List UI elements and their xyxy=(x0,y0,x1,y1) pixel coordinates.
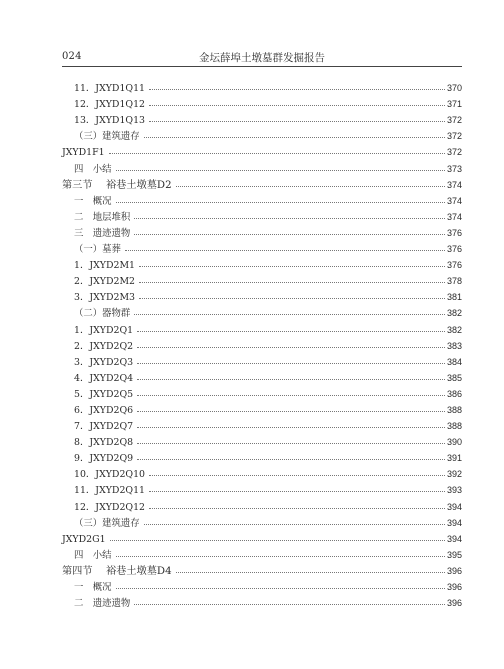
toc-entry-page-number: 396 xyxy=(446,582,462,592)
toc-entry-label: 11．JXYD2Q11 xyxy=(74,485,146,497)
toc-entry xyxy=(62,480,462,496)
dot-leader xyxy=(149,105,445,106)
toc-entry-label: 11．JXYD1Q11 xyxy=(74,83,146,95)
toc-entry xyxy=(62,432,462,448)
dot-leader xyxy=(137,395,445,396)
toc-entry-page-number: 374 xyxy=(446,195,462,206)
toc-entry-label: 2．JXYD2Q2 xyxy=(74,340,134,352)
toc-entry xyxy=(62,271,462,287)
toc-entry-label: （三）建筑遗存 xyxy=(74,131,140,143)
running-title: 金坛薛埠土墩墓群发掘报告 xyxy=(199,52,325,64)
toc-entry-page-number: 376 xyxy=(446,260,462,271)
toc-entry-page-number: 390 xyxy=(446,437,462,448)
dot-leader xyxy=(125,250,445,251)
dot-leader xyxy=(139,266,445,267)
dot-leader xyxy=(134,314,445,315)
dot-leader xyxy=(134,604,445,605)
toc-entry-page-number: 396 xyxy=(446,565,462,576)
toc-entry xyxy=(62,239,462,255)
dot-leader xyxy=(149,475,445,476)
toc-entry xyxy=(62,94,462,110)
toc-entry-page-number: 374 xyxy=(446,179,462,190)
toc-entry-label: （一）墓葬 xyxy=(74,244,121,256)
toc-entry-page-number: 396 xyxy=(446,598,462,609)
toc-entry xyxy=(62,384,462,400)
toc-entry-label: 4．JXYD2Q4 xyxy=(74,372,134,384)
toc-entry-page-number: 393 xyxy=(446,485,462,496)
toc-entry xyxy=(62,368,462,384)
toc-section-heading xyxy=(62,561,462,577)
toc-entry xyxy=(62,142,462,158)
dot-leader xyxy=(116,556,445,557)
toc-entry-page-number: 388 xyxy=(446,404,462,415)
dot-leader xyxy=(137,331,445,332)
dot-leader xyxy=(139,298,445,299)
dot-leader xyxy=(109,153,445,154)
toc-entry-page-number: 386 xyxy=(446,388,462,399)
toc-entry-label: 四 小结 xyxy=(74,163,112,175)
toc-entry-page-number: 371 xyxy=(446,99,462,110)
dot-leader xyxy=(137,427,445,428)
toc-entry xyxy=(62,416,462,432)
toc-entry-label: 8．JXYD2Q8 xyxy=(74,437,134,449)
toc-entry-label: 9．JXYD2Q9 xyxy=(74,453,134,465)
toc-entry-label: 第三节 裕巷土墩墓D2 xyxy=(62,179,172,191)
toc-entry xyxy=(62,303,462,319)
toc-entry xyxy=(62,319,462,335)
toc-entry-label: 10．JXYD2Q10 xyxy=(74,469,146,481)
toc-entry xyxy=(62,158,462,174)
toc-entry-page-number: 395 xyxy=(446,549,462,560)
toc-entry-label: 13．JXYD1Q13 xyxy=(74,115,146,127)
toc-entry xyxy=(62,336,462,352)
toc-entry xyxy=(62,352,462,368)
toc-entry-page-number: 382 xyxy=(446,324,462,335)
dot-leader xyxy=(176,186,445,187)
toc-entry-label: 一 概况 xyxy=(74,195,112,207)
page-header xyxy=(62,48,462,67)
dot-leader xyxy=(134,218,445,219)
toc-entry-page-number: 394 xyxy=(446,533,462,544)
dot-leader xyxy=(149,508,445,509)
page-number: 024 xyxy=(62,51,82,62)
toc-entry-page-number: 372 xyxy=(446,147,462,158)
toc-entry-page-number: 385 xyxy=(446,372,462,383)
toc-entry-page-number: 372 xyxy=(446,131,462,142)
toc-section-heading xyxy=(62,175,462,191)
dot-leader xyxy=(116,588,445,589)
toc-entry-page-number: 372 xyxy=(446,115,462,126)
toc-entry-page-number: 384 xyxy=(446,356,462,367)
dot-leader xyxy=(149,121,445,122)
dot-leader xyxy=(110,540,445,541)
toc-entry-page-number: 382 xyxy=(446,308,462,319)
dot-leader xyxy=(137,443,445,444)
toc-entry xyxy=(62,593,462,609)
toc-entry-page-number: 388 xyxy=(446,421,462,432)
toc-entry-label: JXYD2G1 xyxy=(62,533,106,545)
toc-entry-label: 一 概况 xyxy=(74,582,112,593)
dot-leader xyxy=(134,234,445,235)
toc-entry-page-number: 381 xyxy=(446,292,462,303)
toc-entry xyxy=(62,191,462,207)
toc-entry xyxy=(62,287,462,303)
toc-entry xyxy=(62,464,462,480)
dot-leader xyxy=(144,524,445,525)
toc-entry-label: （三）建筑遗存 xyxy=(74,517,140,529)
toc-entry-label: 1．JXYD2Q1 xyxy=(74,324,134,336)
toc-entry-page-number: 391 xyxy=(446,453,462,464)
toc-entry-label: 3．JXYD2Q3 xyxy=(74,356,134,368)
toc-entry-label: 二 遗迹遗物 xyxy=(74,598,131,610)
toc-entry-label: 3．JXYD2M3 xyxy=(74,292,136,304)
toc-entry-page-number: 394 xyxy=(446,501,462,512)
toc-entry-label: JXYD1F1 xyxy=(62,147,105,159)
toc-entry-label: 二 地层堆积 xyxy=(74,211,131,223)
dot-leader xyxy=(149,89,445,90)
toc-entry-page-number: 376 xyxy=(446,227,462,238)
toc-entry-page-number: 373 xyxy=(446,163,462,174)
toc-entry xyxy=(62,110,462,126)
toc-entry xyxy=(62,223,462,239)
toc-entry-page-number: 374 xyxy=(446,211,462,222)
toc-entry-page-number: 392 xyxy=(446,469,462,480)
toc-entry xyxy=(62,513,462,529)
toc-entry-label: 7．JXYD2Q7 xyxy=(74,421,134,433)
toc-entry-label: 5．JXYD2Q5 xyxy=(74,388,134,400)
toc-entry-page-number: 370 xyxy=(446,83,462,94)
dot-leader xyxy=(144,137,445,138)
toc-entry-label: 三 遗迹遗物 xyxy=(74,227,131,239)
toc-entry-page-number: 394 xyxy=(446,517,462,528)
dot-leader xyxy=(149,491,445,492)
dot-leader xyxy=(116,170,445,171)
toc-entry xyxy=(62,126,462,142)
toc-entry-page-number: 376 xyxy=(446,244,462,255)
toc-entry xyxy=(62,448,462,464)
toc-entry xyxy=(62,400,462,416)
toc-entry-label: 2．JXYD2M2 xyxy=(74,276,136,288)
toc-entry-label: （二）器物群 xyxy=(74,308,131,320)
toc-entry-label: 12．JXYD1Q12 xyxy=(74,99,146,111)
toc-entry-label: 6．JXYD2Q6 xyxy=(74,404,134,416)
toc-entry xyxy=(62,255,462,271)
toc-entry-page-number: 383 xyxy=(446,340,462,351)
toc-entry xyxy=(62,545,462,561)
toc-entry xyxy=(62,496,462,512)
table-of-contents xyxy=(62,78,462,609)
dot-leader xyxy=(116,202,445,203)
dot-leader xyxy=(176,572,445,573)
toc-entry-label: 1．JXYD2M1 xyxy=(74,260,136,272)
toc-entry xyxy=(62,577,462,593)
dot-leader xyxy=(137,379,445,380)
toc-entry-label: 四 小结 xyxy=(74,549,112,561)
toc-entry xyxy=(62,529,462,545)
toc-entry xyxy=(62,207,462,223)
dot-leader xyxy=(137,363,445,364)
toc-entry-label: 12．JXYD2Q12 xyxy=(74,501,146,513)
dot-leader xyxy=(137,459,445,460)
toc-entry-label: 第四节 裕巷土墩墓D4 xyxy=(62,565,172,577)
dot-leader xyxy=(137,347,445,348)
toc-entry-page-number: 378 xyxy=(446,276,462,287)
dot-leader xyxy=(137,411,445,412)
toc-entry xyxy=(62,78,462,94)
dot-leader xyxy=(139,282,445,283)
